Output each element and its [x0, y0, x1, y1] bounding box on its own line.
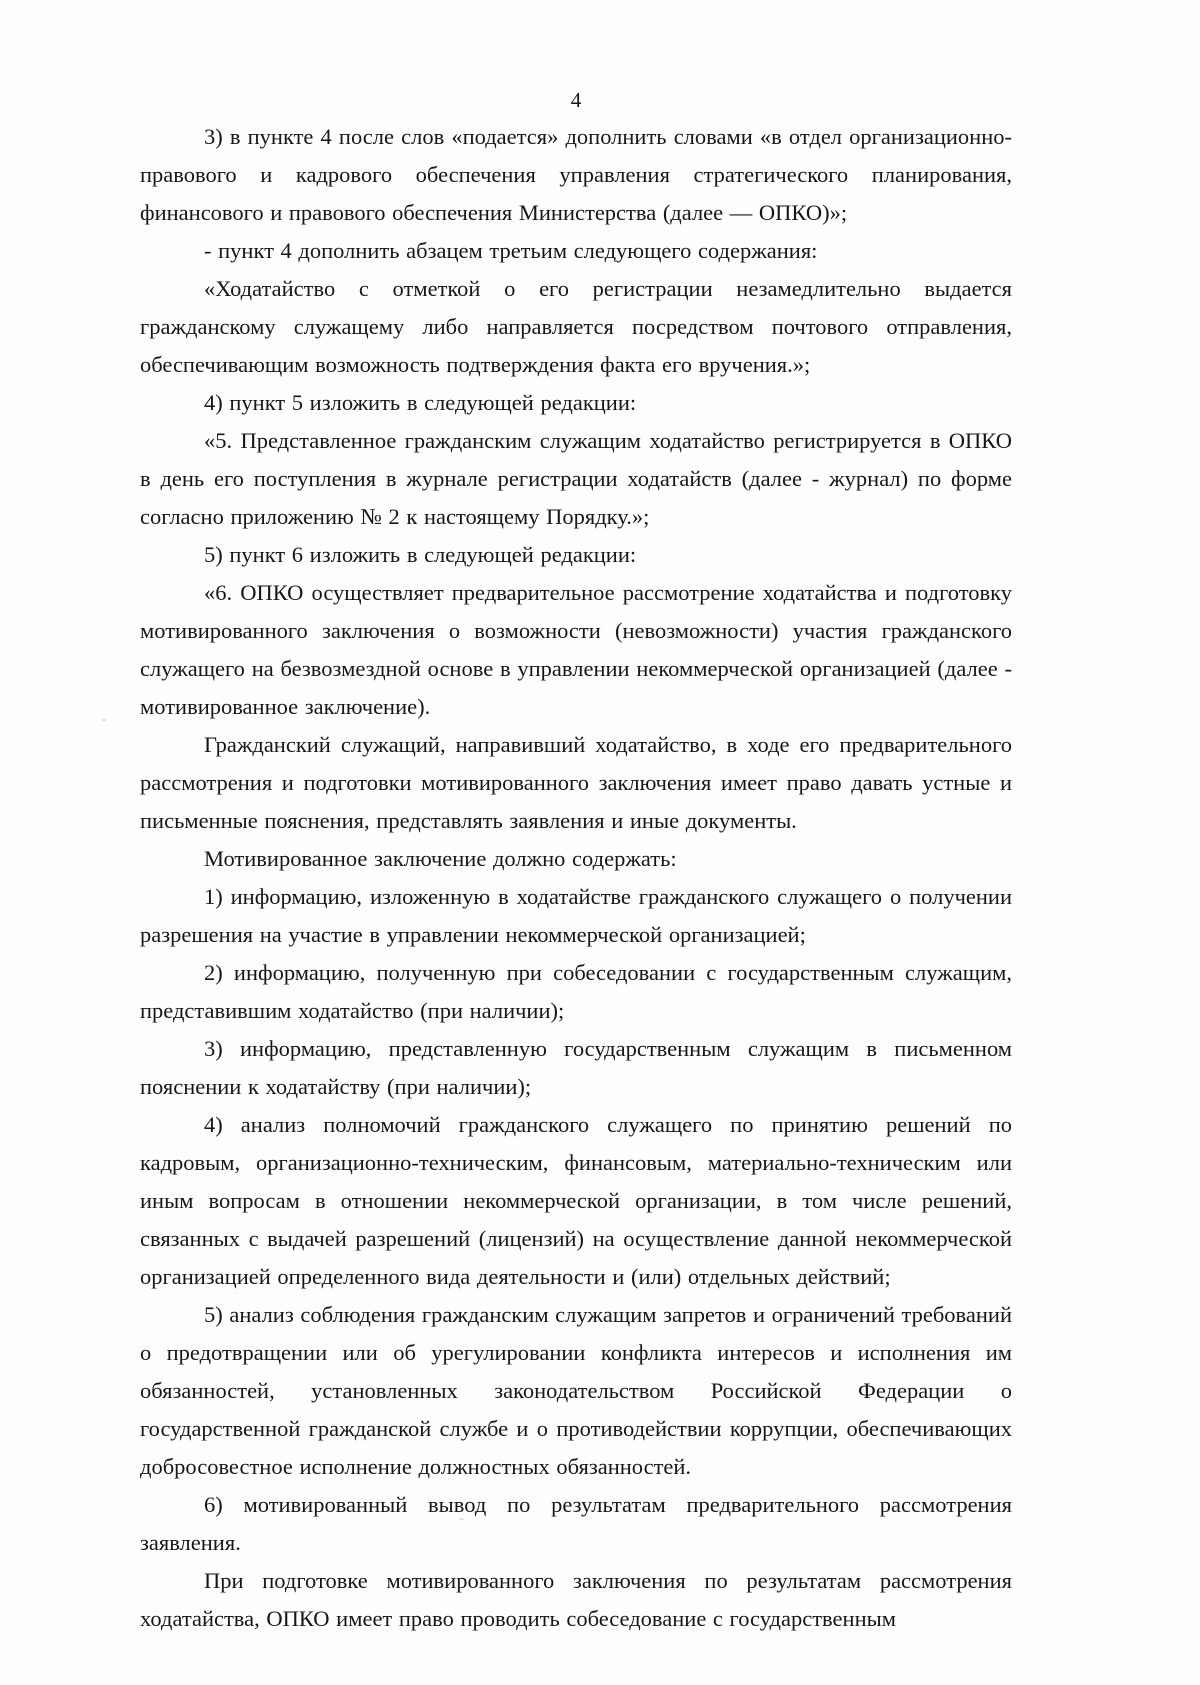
- paragraph: 3) информацию, представленную государственным служащим в письменном пояснении к ходатайству (при наличии);: [140, 1036, 1012, 1099]
- paragraph: «5. Представленное гражданским служащим ходатайство регистрируется в ОПКО в день его поступления в журнале регистрации ходатайств (далее - журнал) по форме согласно приложению № 2 к настоящему Порядку.»;: [140, 428, 1012, 529]
- paragraph: 5) пункт 6 изложить в следующей редакции:: [204, 542, 637, 567]
- paragraph: - пункт 4 дополнить абзацем третьим следующего содержания:: [204, 238, 818, 263]
- paragraph: 4) пункт 5 изложить в следующей редакции:: [204, 390, 637, 415]
- paragraph: Мотивированное заключение должно содержать:: [204, 846, 677, 871]
- scan-artifact: [459, 1518, 464, 1520]
- paragraph: «6. ОПКО осуществляет предварительное рассмотрение ходатайства и подготовку мотивированного заключения о возможности (невозможности) участия гражданского служащего на безвозмездной основе в управлении некоммерческой организацией (далее - мотивированное заключение).: [140, 580, 1012, 719]
- paragraph: 5) анализ соблюдения гражданским служащим запретов и ограничений требований о предотвращении или об урегулировании конфликта интересов и исполнения им обязанностей, установленных законодательством Российской Федерации о государственной гражданской службе и о противодействии коррупции, обеспечивающих добросовестное исполнение должностных обязанностей.: [140, 1302, 1012, 1479]
- paragraph: 3) в пункте 4 после слов «подается» дополнить словами «в отдел организационно-правового и кадрового обеспечения управления стратегического планирования, финансового и правового обеспечения Министерства (далее — ОПКО)»;: [140, 124, 1012, 225]
- paragraph: 4) анализ полномочий гражданского служащего по принятию решений по кадровым, организационно-техническим, финансовым, материально-техническим или иным вопросам в отношении некоммерческой организации, в том числе решений, связанных с выдачей разрешений (лицензий) на осуществление данной некоммерческой организацией определенного вида деятельности и (или) отдельных действий;: [140, 1112, 1012, 1289]
- scan-artifact: [102, 719, 106, 721]
- paragraph: При подготовке мотивированного заключения по результатам рассмотрения ходатайства, ОПКО имеет право проводить собеседование с государственным: [140, 1568, 1012, 1631]
- paragraph: 1) информацию, изложенную в ходатайстве гражданского служащего о получении разрешения на участие в управлении некоммерческой организацией;: [140, 884, 1012, 947]
- paragraph: 2) информацию, полученную при собеседовании с государственным служащим, представившим ходатайство (при наличии);: [140, 960, 1012, 1023]
- document-body: [140, 118, 1012, 1638]
- paragraph: Гражданский служащий, направивший ходатайство, в ходе его предварительного рассмотрения и подготовки мотивированного заключения имеет право давать устные и письменные пояснения, представлять заявления и иные документы.: [140, 732, 1012, 833]
- page-number: 4: [570, 88, 582, 112]
- paragraph: 6) мотивированный вывод по результатам предварительного рассмотрения заявления.: [140, 1492, 1012, 1555]
- paragraph: «Ходатайство с отметкой о его регистрации незамедлительно выдается гражданскому служащему либо направляется посредством почтового отправления, обеспечивающим возможность подтверждения факта его вручения.»;: [140, 276, 1012, 377]
